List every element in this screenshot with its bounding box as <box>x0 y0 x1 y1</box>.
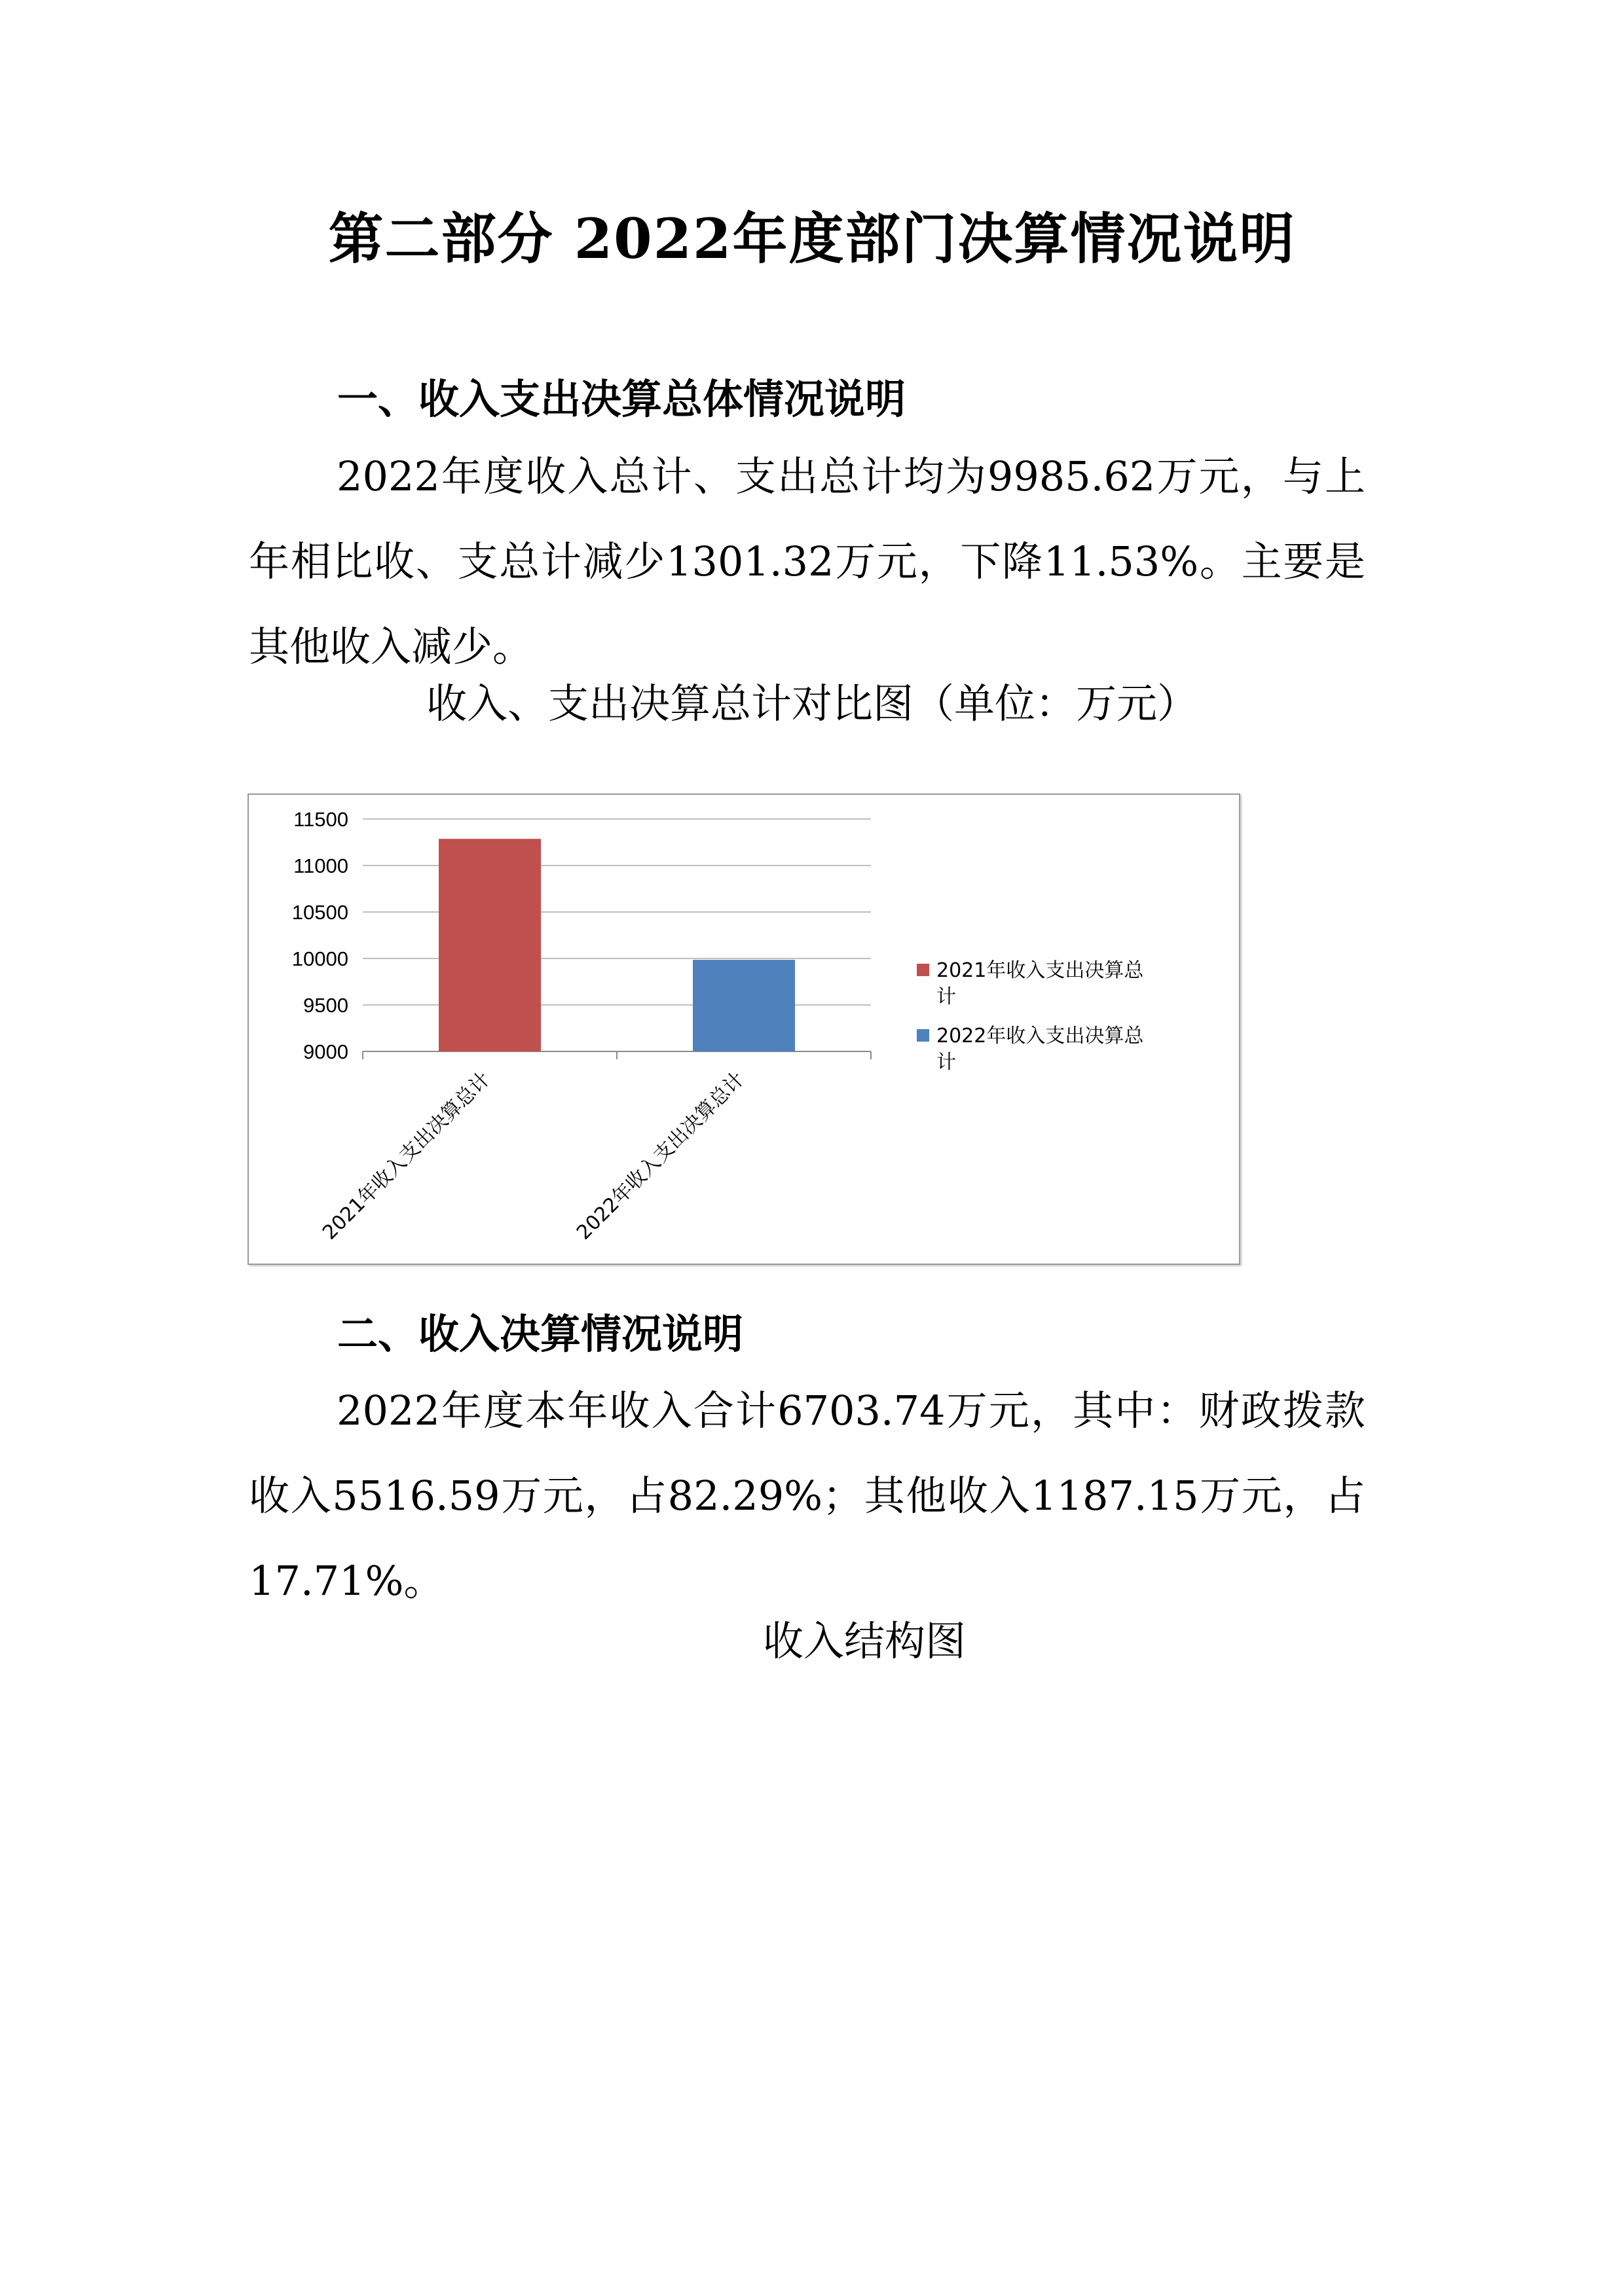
legend-label: 2021年收入支出决算总 <box>936 959 1144 982</box>
chart-caption-1: 收入、支出决算总计对比图（单位：万元） <box>426 680 1198 727</box>
legend-label-continued: 计 <box>936 1051 956 1074</box>
x-category-label: 2021年收入支出决算总计 <box>318 1067 495 1245</box>
y-tick-label: 9000 <box>303 1040 348 1063</box>
chart-caption-2: 收入结构图 <box>762 1617 966 1665</box>
y-tick-label: 9500 <box>303 994 348 1017</box>
income-expense-chart <box>248 793 1240 1265</box>
bar <box>439 839 541 1051</box>
section-heading-2: 二、收入决算情况说明 <box>337 1310 744 1358</box>
chart-svg <box>249 795 1239 1264</box>
section-heading-1: 一、收入支出决算总体情况说明 <box>337 375 906 423</box>
legend-swatch <box>917 964 929 976</box>
y-tick-label: 11000 <box>293 854 348 877</box>
section-1-paragraph: 2022年度收入总计、支出总计均为9985.62万元，与上年相比收、支总计减少1301.32万元，下降11.53%。主要是其他收入减少。 <box>249 452 1365 670</box>
page-title: 第二部分 2022年度部门决算情况说明 <box>328 206 1296 271</box>
y-tick-label: 10000 <box>291 947 348 970</box>
legend-label-continued: 计 <box>936 985 956 1008</box>
legend-swatch <box>917 1029 929 1042</box>
legend-label: 2022年收入支出决算总 <box>936 1025 1144 1048</box>
section-2-paragraph: 2022年度本年收入合计6703.74万元，其中：财政拨款收入5516.59万元，占82.29%；其他收入1187.15万元，占17.71%。 <box>249 1387 1365 1605</box>
y-tick-label: 10500 <box>291 901 348 924</box>
x-category-label: 2022年收入支出决算总计 <box>572 1067 749 1245</box>
y-tick-label: 11500 <box>293 808 348 831</box>
bar <box>693 960 795 1051</box>
